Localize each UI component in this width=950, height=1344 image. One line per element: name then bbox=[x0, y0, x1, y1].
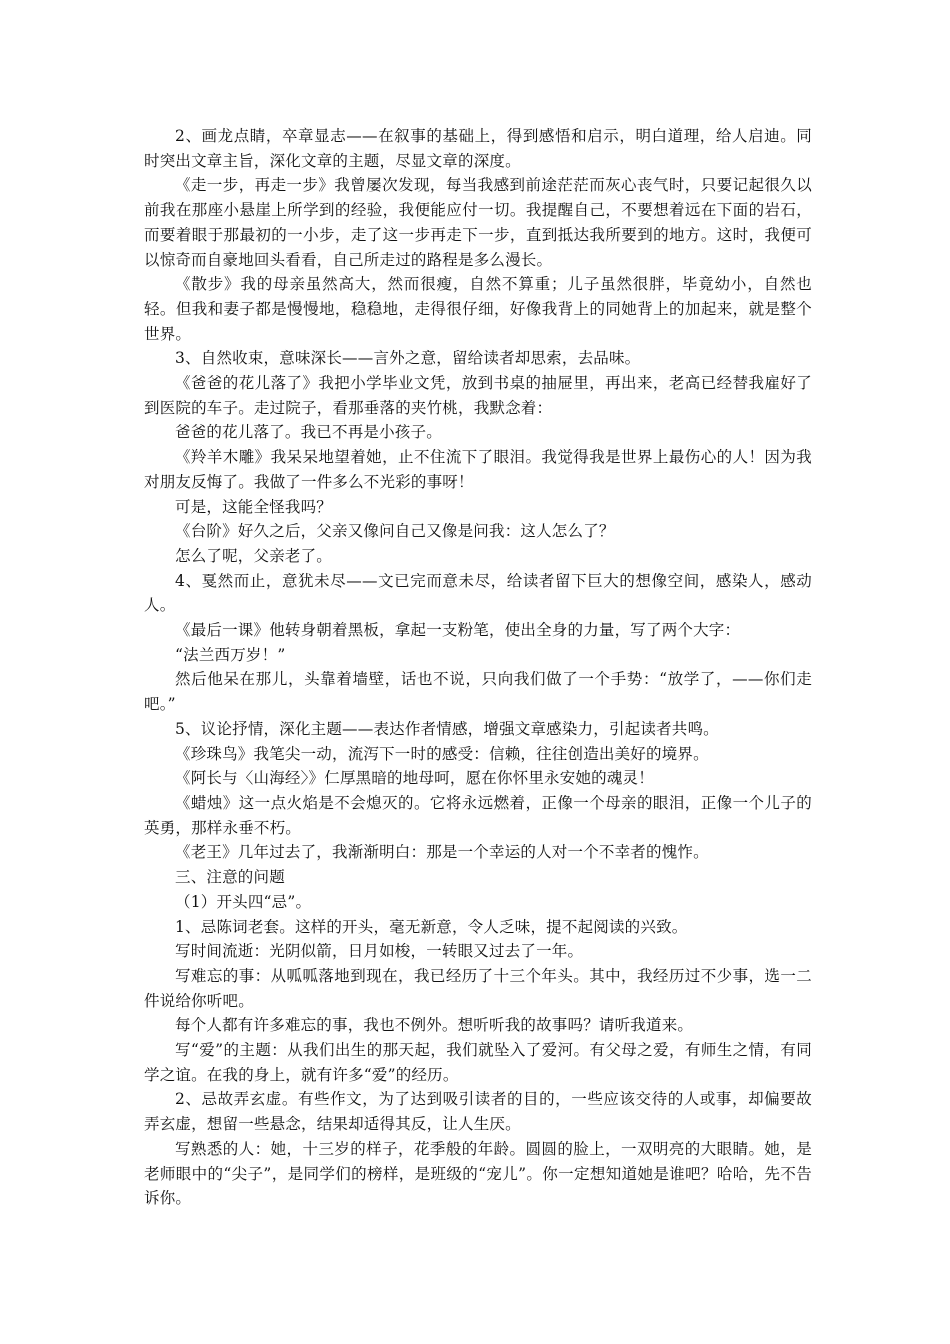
paragraph-example: 写难忘的事：从呱呱落地到现在，我已经历了十三个年头。其中，我经历过不少事，选一二件说给你听吧。 bbox=[144, 966, 812, 1010]
paragraph-example: 写熟悉的人：她，十三岁的样子，花季般的年龄。圆圆的脸上，一双明亮的大眼睛。她，是老师眼中的“尖子”，是同学们的榜样，是班级的“宠儿”。你一定想知道她是谁吧？哈哈，先不告诉你。 bbox=[144, 1139, 812, 1208]
section-heading: 三、注意的问题 bbox=[175, 868, 285, 887]
paragraph-5-heading: 5、议论抒情，深化主题——表达作者情感，增强文章感染力，引起读者共鸣。 bbox=[175, 719, 719, 738]
paragraph-example: 《爸爸的花儿落了》我把小学毕业文凭，放到书桌的抽屉里，再出来，老高已经替我雇好了到医院的车子。走过院子，看那垂落的夹竹桃，我默念着： bbox=[144, 374, 812, 417]
paragraph-example: 《散步》我的母亲虽然高大，然而很瘦，自然不算重；儿子虽然很胖，毕竟幼小，自然也轻。但我和妻子都是慢慢地，稳稳地，走得很仔细，好像我背上的同她背上的加起来，就是整个世界。 bbox=[144, 275, 812, 343]
paragraph-rule-heading: 1、忌陈词老套。这样的开头，毫无新意，令人乏味，提不起阅读的兴致。 bbox=[175, 917, 688, 936]
paragraph-example: 写时间流逝：光阴似箭，日月如梭，一转眼又过去了一年。 bbox=[175, 942, 584, 961]
paragraph-example: 每个人都有许多难忘的事，我也不例外。想听听我的故事吗？请听我道来。 bbox=[175, 1016, 694, 1035]
paragraph-example: 写“爱”的主题：从我们出生的那天起，我们就坠入了爱河。有父母之爱，有师生之情，有同学之谊。在我的身上，就有许多“爱”的经历。 bbox=[144, 1041, 812, 1084]
paragraph-4-heading: 4、戛然而止，意犹未尽——文已完而意未尽，给读者留下巨大的想像空间，感染人，感动人。 bbox=[144, 571, 812, 615]
paragraph-example: 然后他呆在那儿，头靠着墙壁，话也不说，只向我们做了一个手势：“放学了，——你们走吧。” bbox=[144, 670, 812, 714]
paragraph-example: 《羚羊木雕》我呆呆地望着她，止不住流下了眼泪。我觉得我是世界上最伤心的人！因为我对朋友反悔了。我做了一件多么不光彩的事呀！ bbox=[144, 448, 812, 491]
document-body bbox=[144, 124, 812, 1211]
paragraph-example: 怎么了呢，父亲老了。 bbox=[175, 546, 333, 565]
paragraph-example: 《蜡烛》这一点火焰是不会熄灭的。它将永远燃着，正像一个母亲的眼泪，正像一个儿子的英勇，那样永垂不朽。 bbox=[144, 793, 812, 837]
paragraph-example: 《老王》几年过去了，我渐渐明白：那是一个幸运的人对一个不幸者的愧怍。 bbox=[175, 843, 709, 862]
paragraph-example: 《台阶》好久之后，父亲又像问自己又像是问我：这人怎么了？ bbox=[175, 522, 615, 541]
paragraph-3-heading: 3、自然收束，意味深长——言外之意，留给读者却思索，去品味。 bbox=[175, 349, 641, 368]
paragraph-example: 可是，这能全怪我吗？ bbox=[175, 497, 333, 516]
paragraph-2-heading: 2、画龙点睛，卒章显志——在叙事的基础上，得到感悟和启示，明白道理，给人启迪。同时突出文章主旨，深化文章的主题，尽显文章的深度。 bbox=[144, 127, 812, 170]
paragraph-example: 爸爸的花儿落了。我已不再是小孩子。 bbox=[175, 423, 442, 442]
subsection-heading: （1）开头四“忌”。 bbox=[175, 892, 312, 911]
paragraph-example: 《走一步，再走一步》我曾屡次发现，每当我感到前途茫茫而灰心丧气时，只要记起很久以前我在那座小悬崖上所学到的经验，我便能应付一切。我提醒自己，不要想着远在下面的岩石，而要着眼于那最初的一小步，走了这一步再走下一步，直到抵达我所要到的地方。这时，我便可以惊奇而自豪地回头看看，自己所走过的路程是多么漫长。 bbox=[144, 176, 812, 269]
paragraph-example: 《最后一课》他转身朝着黑板，拿起一支粉笔，使出全身的力量，写了两个大字： bbox=[175, 621, 741, 640]
paragraph-rule-heading: 2、忌故弄玄虚。有些作文，为了达到吸引读者的目的，一些应该交待的人或事，却偏要故弄玄虚，想留一些悬念，结果却适得其反，让人生厌。 bbox=[144, 1090, 812, 1134]
paragraph-example: 《阿长与〈山海经〉》仁厚黑暗的地母呵，愿在你怀里永安她的魂灵！ bbox=[175, 769, 654, 788]
paragraph-example: 《珍珠鸟》我笔尖一动，流泻下一时的感受：信赖，往往创造出美好的境界。 bbox=[175, 744, 709, 763]
paragraph-example: “法兰西万岁！” bbox=[175, 645, 286, 664]
